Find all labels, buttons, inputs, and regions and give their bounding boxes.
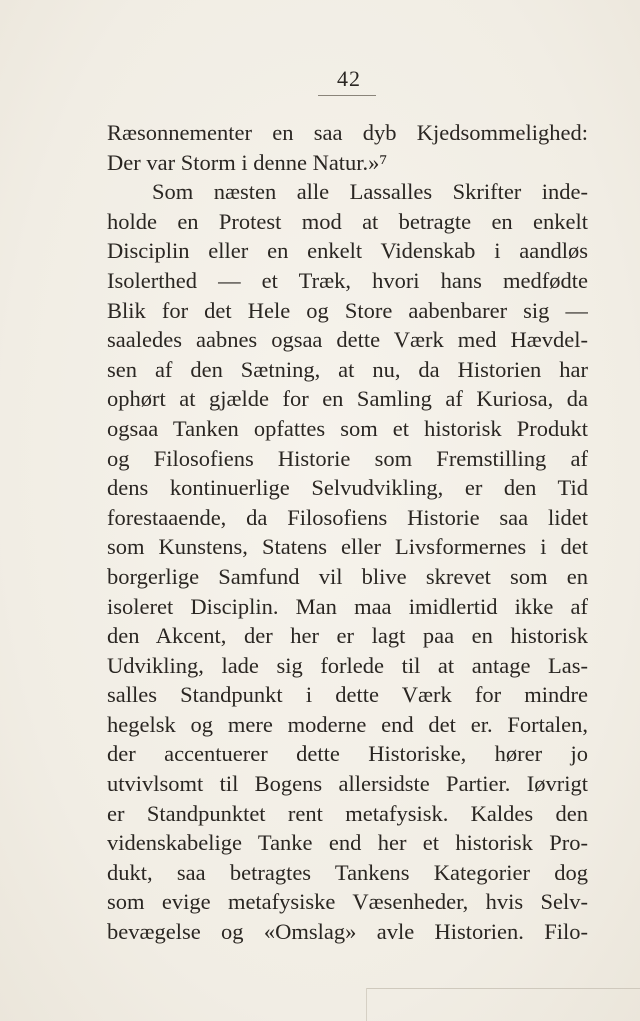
text-line: den Akcent, der her er lagt paa en historisk [107, 623, 588, 649]
text-line: dens kontinuerlige Selvudvikling, er den Tid [107, 475, 588, 501]
text-line: utvivlsomt til Bogens allersidste Partier. Iøvrigt [107, 771, 588, 797]
text-line: bevægelse og «Omslag» avle Historien. Filo- [107, 919, 588, 945]
text-line: Som næsten alle Lassalles Skrifter inde- [152, 179, 588, 205]
text-line: er Standpunktet rent metafysisk. Kaldes den [107, 800, 588, 826]
body-text [107, 118, 588, 947]
text-line: sen af den Sætning, at nu, da Historien har [107, 356, 588, 382]
text-line: der accentuerer dette Historiske, hører jo [107, 741, 588, 767]
text-line: borgerlige Samfund vil blive skrevet som en [107, 563, 588, 589]
page-edge-mark-vertical [366, 988, 367, 1021]
text-line: og Filosofiens Historie som Fremstilling af [107, 445, 588, 471]
text-line: dukt, saa betragtes Tankens Kategorier dog [107, 859, 588, 885]
text-line: Disciplin eller en enkelt Videnskab i aandløs [107, 238, 588, 264]
text-line: Ræsonnementer en saa dyb Kjedsommelighed: [107, 120, 588, 145]
page-number-rule [318, 95, 376, 96]
text-line: isoleret Disciplin. Man maa imidlertid ikke af [107, 593, 588, 619]
page-edge-mark [366, 988, 640, 989]
text-line: Isolerthed — et Træk, hvori hans medfødte [107, 267, 588, 293]
text-line: Blik for det Hele og Store aabenbarer sig — [107, 297, 588, 323]
page-number: 42 [337, 66, 361, 91]
text-line: som Kunstens, Statens eller Livsformernes i det [107, 534, 588, 560]
text-line: som evige metafysiske Væsenheder, hvis Selv- [107, 889, 588, 915]
text-line: salles Standpunkt i dette Værk for mindre [107, 682, 588, 708]
text-line: Der var Storm i denne Natur.»⁷ [107, 149, 388, 175]
text-line: ogsaa Tanken opfattes som et historisk Produkt [107, 415, 588, 441]
text-line: forestaaende, da Filosofiens Historie saa lidet [107, 504, 588, 530]
text-line: ophørt at gjælde for en Samling af Kuriosa, da [107, 386, 588, 412]
text-line: Udvikling, lade sig forlede til at antage Las- [107, 652, 588, 678]
text-line: saaledes aabnes ogsaa dette Værk med Hævdel- [107, 327, 588, 353]
text-line: videnskabelige Tanke end her et historisk Pro- [107, 830, 588, 856]
text-line: holde en Protest mod at betragte en enkelt [107, 208, 588, 234]
text-line: hegelsk og mere moderne end det er. Fortalen, [107, 711, 588, 737]
